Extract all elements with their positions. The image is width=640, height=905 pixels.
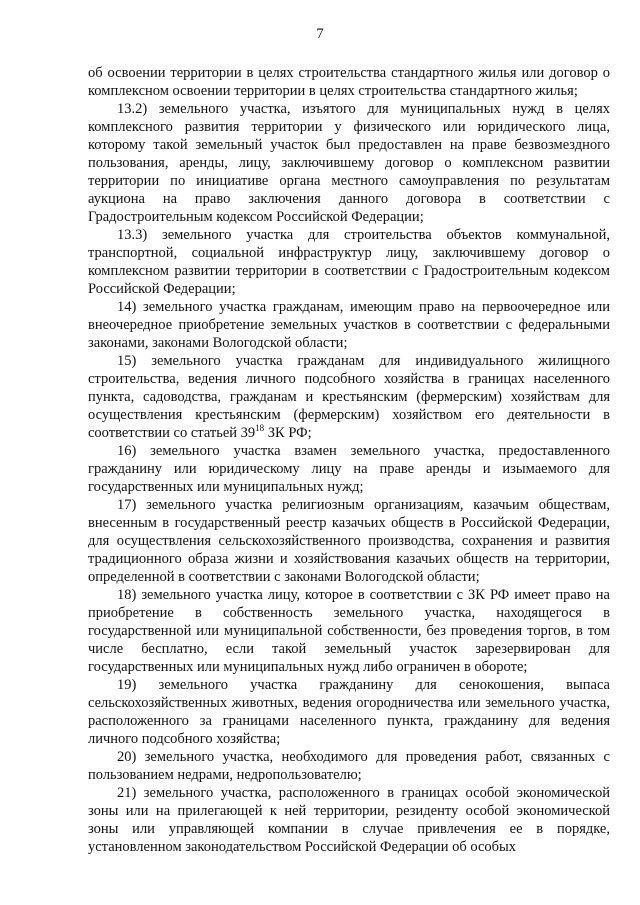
paragraph-14: 14) земельного участка гражданам, имеющим право на первоочередное или внеочередное приобретение земельных участков в соответствии с федеральными законами, законами Вологодской области; <box>88 299 610 351</box>
paragraph-15 <box>88 352 610 442</box>
article-superscript: 18 <box>255 423 265 434</box>
paragraph-continuation: об освоении территории в целях строительства стандартного жилья или договор о комплексном освоении территории в целях строительства стандартного жилья; <box>88 65 610 99</box>
paragraph-21: 21) земельного участка, расположенного в границах особой экономической зоны или на прилегающей к ней территории, резиденту особой экономической зоны или управляющей компании в случае привлечения ее в порядке, установленном законодательством Российской Федерации об особых <box>88 785 610 855</box>
paragraph-19: 19) земельного участка гражданину для сенокошения, выпаса сельскохозяйственных животных, ведения огородничества или земельного участка, расположенного за границами населенного пункта, гражданину для ведения личного подсобного хозяйства; <box>88 677 610 747</box>
paragraph-15-text: 15) земельного участка гражданам для индивидуального жилищного строительства, ведения личного подсобного хозяйства в границах населенного пункта, садоводства, гражданам и крестьянским (фермерским) хозяйствам для осуществления крестьянским (фермерским) хозяйством его деятельности в соответствии со статьей 39 <box>88 353 610 441</box>
page-number: 7 <box>316 26 324 42</box>
paragraph-15-tail: ЗК РФ; <box>264 425 312 441</box>
paragraph-13-2: 13.2) земельного участка, изъятого для муниципальных нужд в целях комплексного развития территории у физического или юридического лица, которому такой земельный участок был предоставлен на праве безвозмездного пользования, аренды, лицу, заключившему договор о комплексном развитии территории по инициативе органа местного самоуправления по результатам аукциона на право заключения данного договора в соответствии с Градостроительным кодексом Российской Федерации; <box>88 101 610 225</box>
paragraph-16: 16) земельного участка взамен земельного участка, предоставленного гражданину или юридическому лицу на праве аренды и изымаемого для государственных или муниципальных нужд; <box>88 443 610 495</box>
document-body <box>88 64 610 856</box>
paragraph-18: 18) земельного участка лицу, которое в соответствии с ЗК РФ имеет право на приобретение в собственность земельного участка, находящегося в государственной или муниципальной собственности, без проведения торгов, в том числе бесплатно, если такой земельный участок зарезервирован для государственных или муниципальных нужд либо ограничен в обороте; <box>88 587 610 675</box>
paragraph-13-3: 13.3) земельного участка для строительства объектов коммунальной, транспортной, социальной инфраструктур лицу, заключившему договор о комплексном развитии территории в соответствии с Градостроительным кодексом Российской Федерации; <box>88 227 610 297</box>
paragraph-17: 17) земельного участка религиозным организациям, казачьим обществам, внесенным в государственный реестр казачьих обществ в Российской Федерации, для осуществления сельскохозяйственного производства, сохранения и развития традиционного образа жизни и хозяйствования казачьих обществ на территории, определенной в соответствии с законами Вологодской области; <box>88 497 610 585</box>
paragraph-20: 20) земельного участка, необходимого для проведения работ, связанных с пользованием недрами, недропользователю; <box>88 749 610 783</box>
